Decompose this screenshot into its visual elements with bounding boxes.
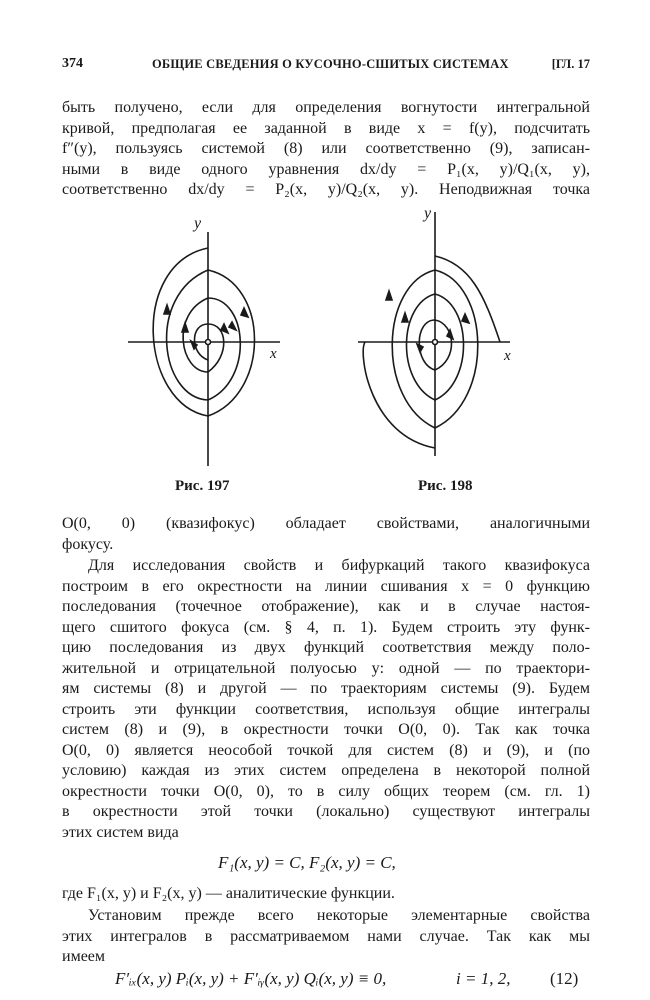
text-line: построим в его окрестности на линии сшивания x = 0 функцию xyxy=(62,577,590,595)
text-line: фокусу. xyxy=(62,535,114,553)
properties-paragraph xyxy=(62,906,590,968)
trajectory-inner-right xyxy=(435,320,452,370)
text-line: этих интегралов в рассматриваемом нами случае. Так как мы xyxy=(62,927,590,945)
origin-point xyxy=(206,340,211,345)
running-header xyxy=(62,56,590,76)
text-line: f″(y), пользуясь системой (8) или соответственно (9), записан- xyxy=(62,140,590,157)
main-paragraph xyxy=(62,556,590,843)
text-line: жительной и отрицательной полуосью y: одной — по траектори- xyxy=(62,659,590,677)
trajectory-outer-right xyxy=(435,270,478,428)
trajectory-inner-right xyxy=(208,324,224,372)
text-line: цию последования из двух функций соответствия между поло- xyxy=(62,639,590,656)
y-axis-label: y xyxy=(194,215,202,232)
equation-range: i = 1, 2, xyxy=(456,969,511,988)
quasifocus-paragraph xyxy=(62,514,590,555)
figure-197 xyxy=(120,204,300,474)
x-axis-label: x xyxy=(270,346,277,362)
trajectory-inner-left xyxy=(419,320,435,370)
chapter-label: [ГЛ. 17 xyxy=(551,57,590,71)
functions-note xyxy=(62,884,590,905)
integrals-formula: F₁(x, y) = C, F₂(x, y) = C, xyxy=(218,853,396,872)
equation-expression: F′ᵢₓ(x, y) Pᵢ(x, y) + F′ᵢᵧ(x, y) Qᵢ(x, y) ≡ 0, xyxy=(115,969,387,988)
trajectory-outer-left xyxy=(167,270,208,400)
figure-198 xyxy=(350,204,530,474)
origin-point xyxy=(433,340,438,345)
equation-12 xyxy=(115,969,386,989)
text-line: Для исследования свойств и бифуркаций такого квазифокуса xyxy=(88,557,590,574)
figure-198-caption: Рис. 198 xyxy=(418,478,473,494)
direction-arrow xyxy=(462,314,469,323)
x-axis-label: x xyxy=(504,348,511,364)
text-line: ям системы (8) и другой — по траекториям системы (9). Будем xyxy=(62,680,590,697)
text-line: этих систем вида xyxy=(62,823,179,841)
direction-arrow xyxy=(241,308,248,317)
direction-arrow xyxy=(386,291,392,300)
text-line: окрестности точки O(0, 0), то в силу общих теорем (см. гл. 1) xyxy=(62,782,590,800)
text-line: кривой, предполагая ее заданной в виде x = f(y), подсчитать xyxy=(62,119,590,137)
text-line: ными в виде одного уравнения dx/dy = P₁(x, y)/Q₁(x, y), xyxy=(62,160,590,178)
text-line: быть получено, если для определения вогнутости интегральной xyxy=(62,99,590,116)
direction-arrow xyxy=(182,323,188,332)
page-number: 374 xyxy=(62,56,83,71)
text-line: где F₁(x, y) и F₂(x, y) — аналитические функции. xyxy=(62,885,395,902)
text-line: соответственно dx/dy = P₂(x, y)/Q₂(x, y). Неподвижная точка xyxy=(62,181,590,198)
trajectory-middle-right xyxy=(435,294,464,400)
direction-arrow xyxy=(447,330,453,339)
trajectory-outer-right xyxy=(208,270,255,416)
text-line: в окрестности этой точки (локально) существуют интегралы xyxy=(62,803,590,820)
running-title: ОБЩИЕ СВЕДЕНИЯ О КУСОЧНО-СШИТЫХ СИСТЕМАХ xyxy=(152,57,509,71)
figure-197-caption: Рис. 197 xyxy=(175,478,230,494)
direction-arrow xyxy=(229,322,236,330)
trajectory-outermost-left xyxy=(363,342,435,448)
text-line: O(0, 0) является неособой точкой для систем (8) и (9), и (по xyxy=(62,741,590,759)
text-line: последования (точечное отображение), как и в случае настоя- xyxy=(62,598,590,615)
text-line: Установим прежде всего некоторые элементарные свойства xyxy=(88,907,590,924)
direction-arrow xyxy=(402,313,408,322)
text-line: условию) каждая из этих систем определена в некоторой полной xyxy=(62,762,590,779)
y-axis-label: y xyxy=(424,205,432,222)
text-line: щего сшитого фокуса (см. § 4, п. 1). Будем строить эту функ- xyxy=(62,618,590,636)
text-line: O(0, 0) (квазифокус) обладает свойствами, аналогичными xyxy=(62,515,590,532)
direction-arrow xyxy=(417,344,423,352)
text-line: имеем xyxy=(62,948,106,965)
text-line: систем (8) и (9), в окрестности точки O(0, 0). Так как точка xyxy=(62,721,590,738)
top-paragraph xyxy=(62,98,590,201)
direction-arrow xyxy=(164,305,170,314)
trajectory-outer-left xyxy=(392,270,435,428)
equation-number: (12) xyxy=(550,969,579,988)
text-line: строить эти функции соответствия, используя общие интегралы xyxy=(62,700,590,718)
trajectory-middle-right xyxy=(208,298,240,400)
